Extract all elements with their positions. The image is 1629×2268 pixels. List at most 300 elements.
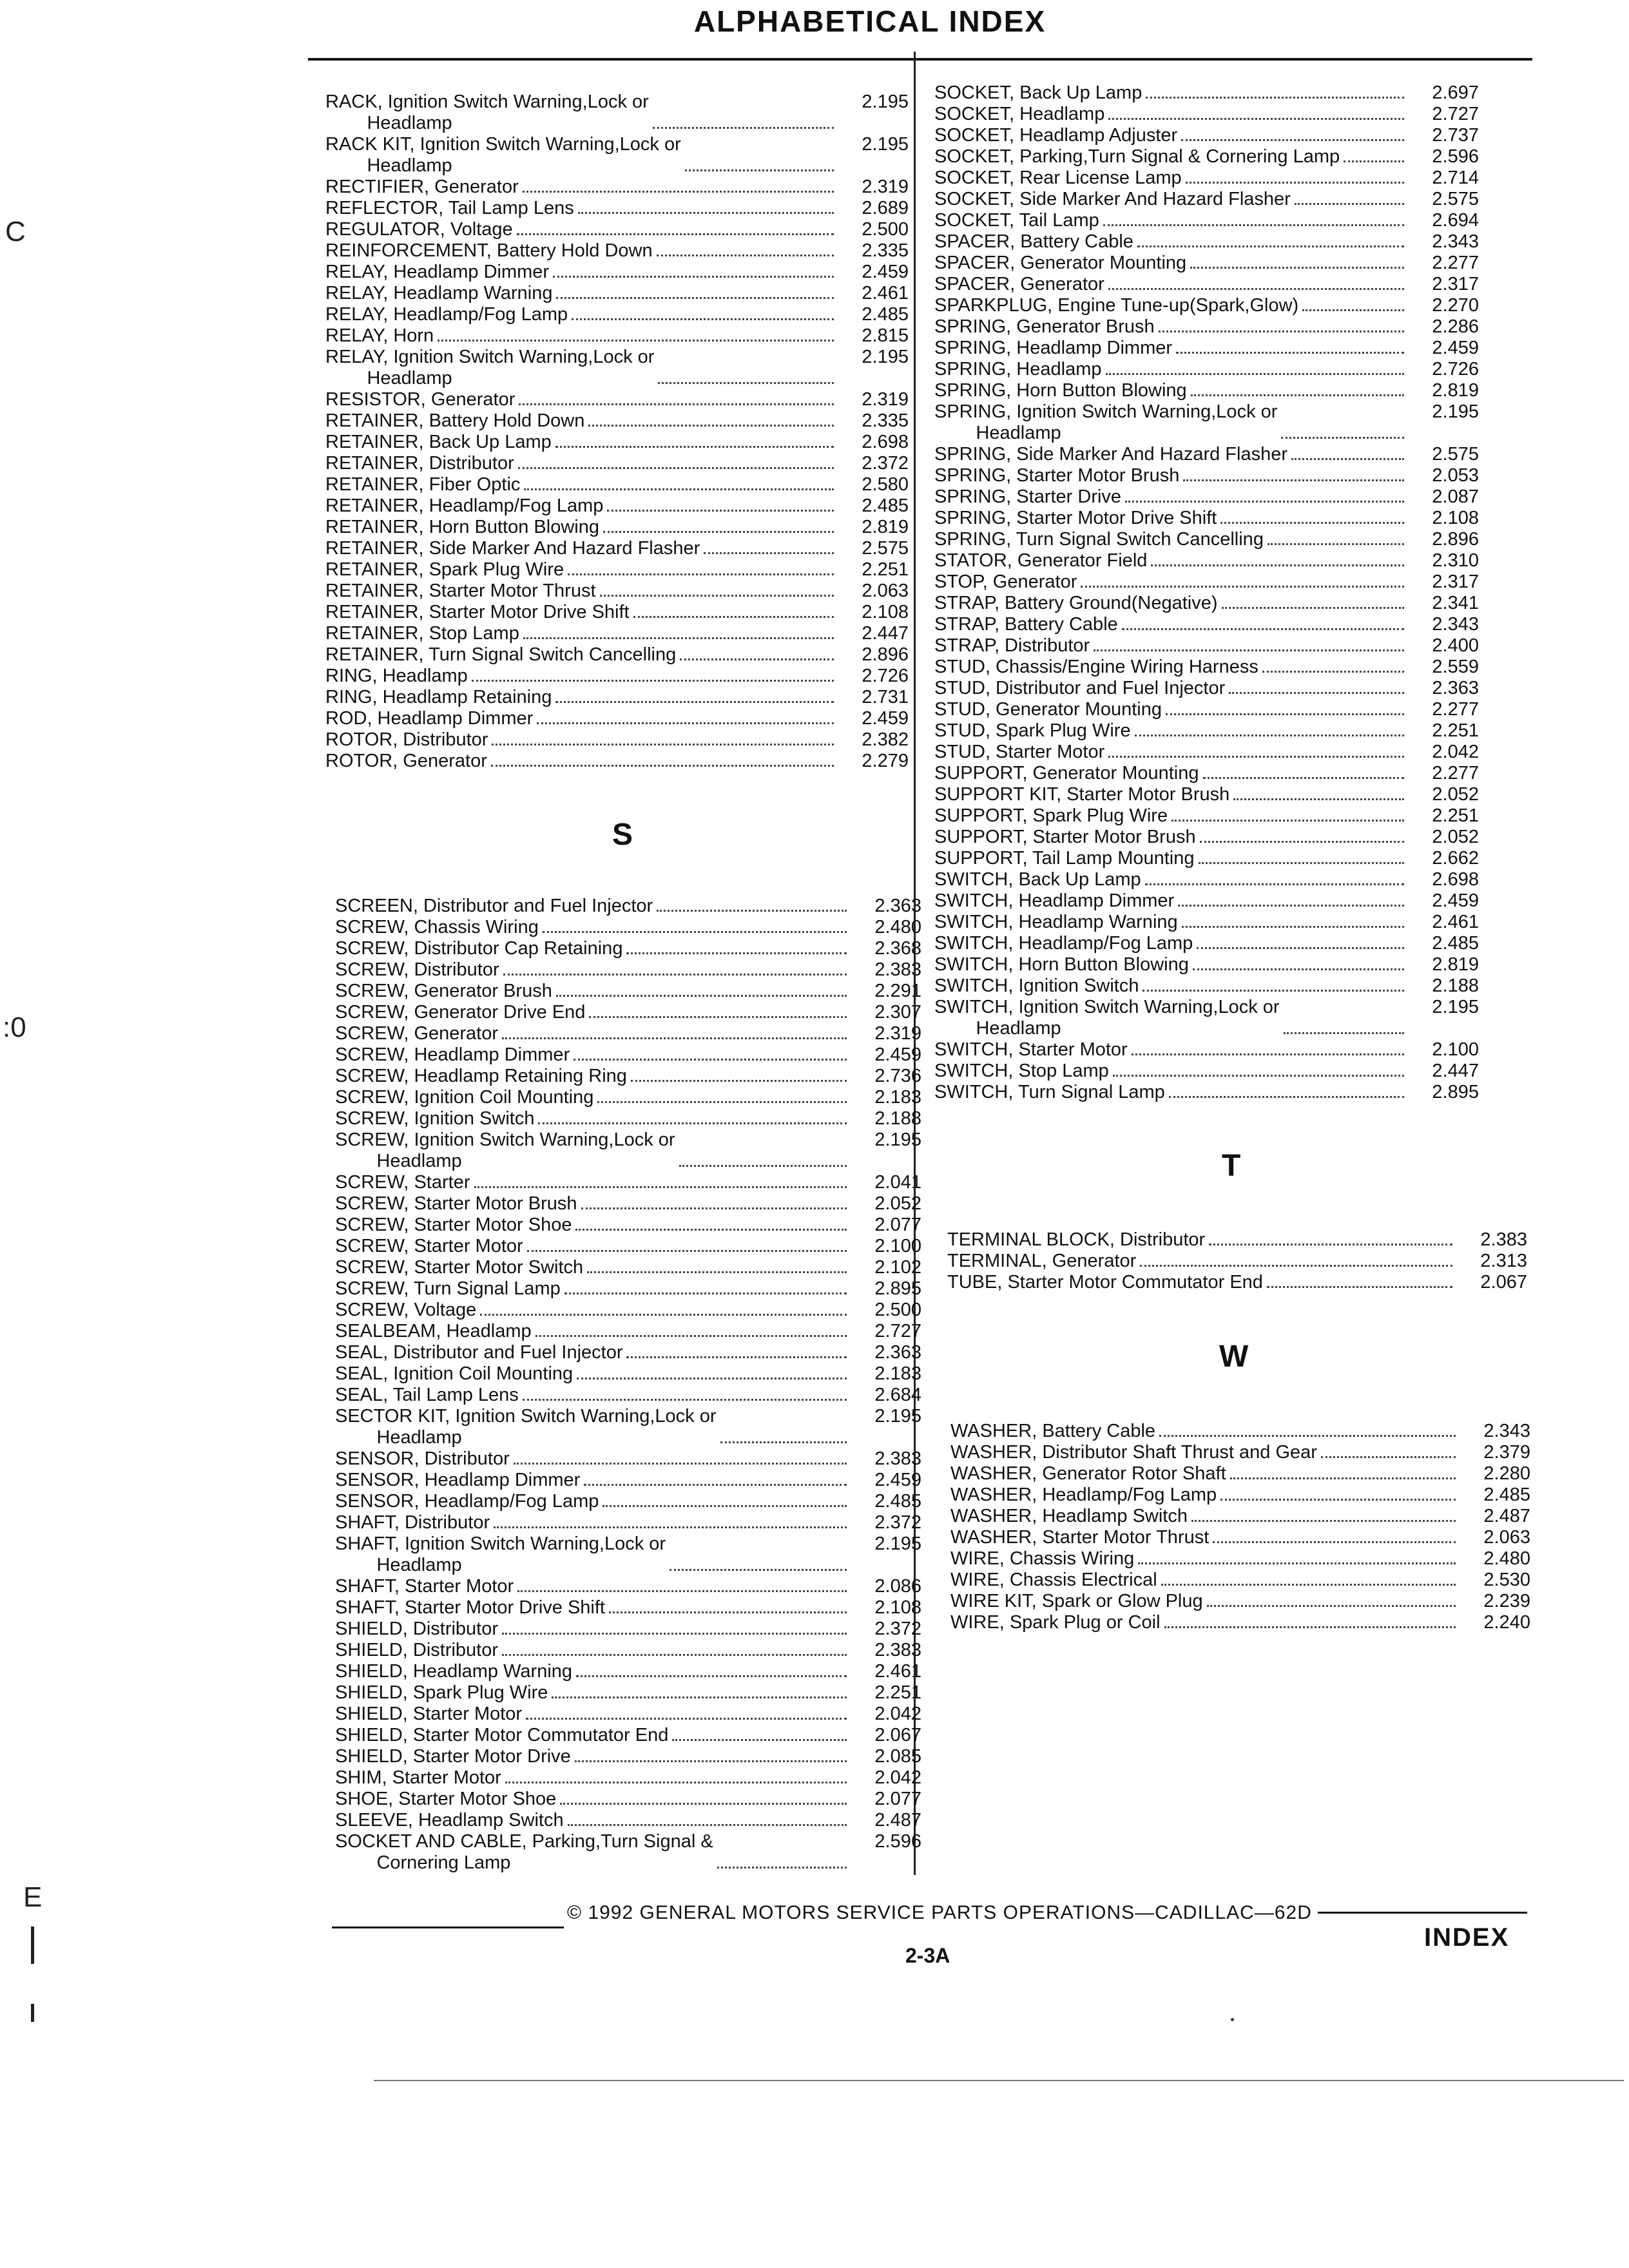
index-entry-label: RETAINER, Distributor	[325, 453, 514, 474]
dot-leader	[555, 446, 834, 448]
index-entry	[335, 1023, 921, 1044]
index-entry	[934, 805, 1479, 827]
index-entry-page: 2.077	[874, 1789, 921, 1809]
index-entry-label: SEAL, Distributor and Fuel Injector	[335, 1342, 623, 1363]
index-entry	[335, 1066, 921, 1087]
dot-leader	[1199, 862, 1404, 864]
index-entry	[325, 325, 909, 347]
dot-leader	[626, 952, 847, 954]
index-entry	[325, 432, 909, 453]
index-entry-page: 2.195	[874, 1533, 921, 1554]
index-entry	[950, 1421, 1530, 1442]
dot-leader	[717, 1867, 847, 1869]
index-entry-page: 2.736	[874, 1066, 921, 1086]
index-entry-page: 2.461	[874, 1661, 921, 1682]
index-entry-page: 2.684	[874, 1385, 921, 1405]
index-entry-page: 2.363	[874, 1342, 921, 1363]
dot-leader	[1213, 1541, 1456, 1543]
index-entry	[335, 938, 921, 959]
index-entry-label: SUPPORT KIT, Starter Motor Brush	[934, 784, 1230, 805]
index-entry	[950, 1612, 1530, 1633]
index-entry-label: WASHER, Headlamp/Fog Lamp	[950, 1485, 1217, 1505]
index-entry-label: SPRING, Starter Drive	[934, 486, 1122, 507]
dot-leader	[704, 552, 834, 554]
dot-leader	[680, 658, 834, 660]
index-entry	[934, 82, 1479, 104]
index-entry-label: SWITCH, Ignition Switch	[934, 975, 1139, 996]
index-entry	[934, 912, 1479, 933]
index-entry	[934, 678, 1479, 699]
index-entry	[934, 975, 1479, 997]
index-entry-page: 2.053	[1432, 465, 1479, 486]
index-entry-label: SOCKET, Headlamp	[934, 104, 1105, 124]
index-entry	[947, 1251, 1527, 1272]
dot-leader	[1142, 990, 1404, 992]
index-entry-label: SENSOR, Distributor	[335, 1448, 510, 1469]
dot-leader	[1262, 671, 1404, 673]
index-entry	[934, 168, 1479, 189]
index-entry	[335, 1682, 921, 1704]
index-entry-label: WASHER, Headlamp Switch	[950, 1506, 1188, 1526]
index-entry-label: RELAY, Horn	[325, 325, 434, 346]
index-entry	[325, 134, 909, 177]
dot-leader	[514, 1463, 847, 1465]
index-entry-label: SPRING, Ignition Switch Warning,Lock or Headlamp	[934, 401, 1278, 443]
index-entry	[950, 1506, 1530, 1527]
index-entry	[934, 231, 1479, 253]
index-entry-label: WIRE, Spark Plug or Coil	[950, 1612, 1161, 1633]
index-entry	[335, 1406, 921, 1448]
index-entry	[335, 1087, 921, 1108]
index-entry-label: SPACER, Generator Mounting	[934, 253, 1187, 273]
dot-leader	[1159, 1435, 1456, 1437]
index-entry-label: SCREW, Starter Motor Switch	[335, 1257, 584, 1278]
index-entry-page: 2.195	[874, 1406, 921, 1427]
index-entry-page: 2.575	[1432, 444, 1479, 465]
index-entry-page: 2.689	[862, 198, 909, 218]
index-entry-page: 2.183	[874, 1087, 921, 1108]
index-entry	[950, 1485, 1530, 1506]
index-entry-label: RETAINER, Headlamp/Fog Lamp	[325, 495, 604, 516]
index-entry-page: 2.310	[1432, 550, 1479, 571]
dot-leader	[1103, 224, 1404, 226]
margin-mark-top: C	[5, 216, 26, 247]
index-entry-page: 2.727	[1432, 104, 1479, 124]
dot-leader	[1190, 267, 1404, 269]
index-entry-page: 2.041	[874, 1172, 921, 1193]
index-entry-page: 2.317	[1432, 572, 1479, 592]
index-entry	[335, 1300, 921, 1321]
index-entry-page: 2.195	[862, 347, 909, 367]
index-entry	[934, 444, 1479, 465]
index-entry-page: 2.343	[1432, 614, 1479, 635]
index-entry-label: SCREW, Headlamp Retaining Ring	[335, 1066, 627, 1086]
index-entry	[947, 1229, 1527, 1251]
index-entry-label: SWITCH, Headlamp Dimmer	[934, 890, 1175, 911]
dot-leader	[1191, 394, 1404, 396]
index-entry-page: 2.317	[1432, 274, 1479, 294]
dot-leader	[1291, 458, 1404, 460]
index-entry	[325, 389, 909, 410]
dot-leader	[1108, 288, 1404, 290]
index-entry-page: 2.270	[1432, 295, 1479, 316]
index-entry	[325, 687, 909, 708]
index-entry	[335, 1193, 921, 1215]
index-entry-label: STUD, Generator Mounting	[934, 699, 1162, 720]
index-entry-page: 2.459	[862, 262, 909, 282]
index-entry-page: 2.251	[874, 1682, 921, 1703]
index-entry	[335, 1215, 921, 1236]
index-entry-label: SCREW, Headlamp Dimmer	[335, 1044, 570, 1065]
index-entry	[934, 720, 1479, 742]
dot-leader	[1159, 331, 1404, 332]
index-entry-page: 2.042	[1432, 742, 1479, 762]
index-entry-label: RING, Headlamp	[325, 666, 468, 686]
index-entry-label: RACK, Ignition Switch Warning,Lock or Headlamp	[325, 91, 649, 133]
index-entry-label: SPARKPLUG, Engine Tune-up(Spark,Glow)	[934, 295, 1299, 316]
index-entry-label: RETAINER, Horn Button Blowing	[325, 517, 599, 537]
index-entry	[335, 1767, 921, 1789]
dot-leader	[589, 1016, 847, 1018]
dot-leader	[568, 1824, 847, 1826]
index-entry-label: SHIELD, Starter Motor Commutator End	[335, 1725, 669, 1745]
footer-rule-left	[332, 1927, 564, 1928]
dot-leader	[1108, 118, 1404, 120]
dot-leader	[1166, 713, 1404, 715]
dot-leader	[1193, 968, 1404, 970]
index-entry-page: 2.313	[1480, 1251, 1527, 1271]
index-entry-page: 2.067	[874, 1725, 921, 1745]
index-entry-label: SOCKET, Headlamp Adjuster	[934, 125, 1178, 146]
index-entry	[950, 1442, 1530, 1463]
index-entry	[934, 657, 1479, 678]
index-entry-page: 2.279	[862, 751, 909, 771]
index-entry	[325, 644, 909, 666]
index-entry	[335, 917, 921, 938]
index-entry	[335, 1172, 921, 1193]
dot-leader	[1197, 947, 1404, 949]
index-entry-label: SHAFT, Distributor	[335, 1512, 490, 1533]
index-entry-page: 2.368	[874, 938, 921, 959]
index-entry-page: 2.102	[874, 1257, 921, 1278]
index-entry-page: 2.500	[862, 219, 909, 240]
dot-leader	[503, 974, 847, 975]
dot-leader	[685, 169, 834, 171]
index-entry	[950, 1548, 1530, 1570]
index-entry-page: 2.183	[874, 1363, 921, 1384]
index-entry-label: SCREW, Starter Motor	[335, 1236, 523, 1256]
index-entry-page: 2.343	[1483, 1421, 1530, 1441]
dot-leader	[1302, 309, 1404, 311]
index-entry-label: SLEEVE, Headlamp Switch	[335, 1810, 564, 1831]
dot-leader	[1151, 564, 1404, 566]
index-entry-label: SHIELD, Distributor	[335, 1619, 499, 1639]
index-entry-label: SHIELD, Headlamp Warning	[335, 1661, 573, 1682]
margin-mark-middle: :0	[3, 1012, 26, 1043]
index-entry-page: 2.108	[874, 1597, 921, 1618]
index-entry-label: SCREW, Turn Signal Lamp	[335, 1278, 561, 1299]
index-entry-label: RETAINER, Fiber Optic	[325, 474, 521, 495]
dot-leader	[609, 1611, 847, 1613]
index-entry-label: STUD, Distributor and Fuel Injector	[934, 678, 1226, 698]
index-entry	[325, 474, 909, 495]
index-entry-page: 2.530	[1483, 1570, 1530, 1590]
dot-leader	[1145, 883, 1404, 885]
index-entry-page: 2.447	[1432, 1061, 1479, 1081]
index-entry	[335, 1619, 921, 1640]
index-entry-label: RETAINER, Side Marker And Hazard Flasher	[325, 538, 700, 559]
dot-leader	[1284, 1032, 1404, 1034]
footer-rule-right	[1318, 1912, 1527, 1914]
index-entry	[934, 699, 1479, 720]
dot-leader	[556, 297, 834, 299]
bottom-rule	[374, 2080, 1624, 2081]
index-entry-label: STATOR, Generator Field	[934, 550, 1148, 571]
index-entry-label: WASHER, Distributor Shaft Thrust and Gear	[950, 1442, 1317, 1463]
index-entry	[950, 1591, 1530, 1612]
dot-leader	[1281, 437, 1404, 439]
index-entry	[335, 1129, 921, 1172]
index-entry-label: SHAFT, Starter Motor Drive Shift	[335, 1597, 605, 1618]
index-entry-label: SOCKET, Tail Lamp	[934, 210, 1099, 231]
index-entry-page: 2.335	[862, 410, 909, 431]
index-entry	[934, 380, 1479, 401]
index-entry-label: RELAY, Headlamp Dimmer	[325, 262, 550, 282]
index-entry-label: SWITCH, Stop Lamp	[934, 1061, 1109, 1081]
index-entry-label: SEALBEAM, Headlamp	[335, 1321, 532, 1341]
index-entry-label: STUD, Chassis/Engine Wiring Harness	[934, 657, 1258, 677]
index-entry-label: STRAP, Battery Ground(Negative)	[934, 593, 1218, 613]
dot-leader	[1267, 1286, 1452, 1288]
index-entry-label: ROD, Headlamp Dimmer	[325, 708, 534, 729]
dot-leader	[1209, 1244, 1452, 1245]
index-entry	[325, 559, 909, 581]
dot-leader	[1191, 1520, 1456, 1522]
index-entry-page: 2.485	[862, 495, 909, 516]
index-entry-label: SUPPORT, Tail Lamp Mounting	[934, 848, 1195, 869]
dot-leader	[672, 1739, 847, 1741]
index-entry-page: 2.379	[1483, 1442, 1530, 1463]
index-entry-page: 2.052	[1432, 784, 1479, 805]
index-entry-page: 2.485	[1432, 933, 1479, 954]
index-entry-page: 2.895	[874, 1278, 921, 1299]
index-entry-label: STOP, Generator	[934, 572, 1077, 592]
dot-leader	[1233, 798, 1404, 800]
index-entry-label: SOCKET, Side Marker And Hazard Flasher	[934, 189, 1291, 209]
index-entry-page: 2.251	[1432, 805, 1479, 826]
index-entry-page: 2.726	[1432, 359, 1479, 380]
index-entry-label: SCREW, Generator Brush	[335, 981, 552, 1001]
margin-bar	[31, 1927, 34, 1964]
index-entry	[934, 954, 1479, 975]
index-entry-page: 2.319	[874, 1023, 921, 1044]
dot-leader	[1140, 1265, 1452, 1267]
dot-leader	[527, 1250, 847, 1252]
index-entry	[335, 981, 921, 1002]
dot-leader	[1230, 1477, 1456, 1479]
index-entry-page: 2.485	[1483, 1485, 1530, 1505]
index-entry-label: SCREW, Generator Drive End	[335, 1002, 586, 1023]
dot-leader	[1220, 1499, 1456, 1501]
index-entry-page: 2.447	[862, 623, 909, 644]
index-entry-page: 2.559	[1432, 657, 1479, 677]
dot-leader	[575, 1229, 847, 1231]
index-entry-page: 2.195	[862, 134, 909, 155]
index-entry	[325, 304, 909, 325]
index-entry	[934, 550, 1479, 572]
index-entry	[335, 896, 921, 917]
index-entry	[950, 1527, 1530, 1548]
index-entry-page: 2.819	[1432, 954, 1479, 975]
index-entry-page: 2.819	[862, 517, 909, 537]
index-entry-label: TUBE, Starter Motor Commutator End	[947, 1272, 1263, 1293]
index-entry	[335, 1342, 921, 1363]
index-entry-label: REINFORCEMENT, Battery Hold Down	[325, 240, 653, 261]
index-entry-label: ROTOR, Distributor	[325, 729, 488, 750]
dot-leader	[657, 910, 847, 912]
index-entry-page: 2.319	[862, 177, 909, 197]
index-entry-page: 2.896	[862, 644, 909, 665]
dot-leader	[1268, 543, 1404, 545]
index-entry-page: 2.895	[1432, 1082, 1479, 1102]
index-entry	[934, 316, 1479, 338]
dot-leader	[584, 1484, 847, 1486]
index-entry-page: 2.896	[1432, 529, 1479, 550]
index-entry-page: 2.575	[862, 538, 909, 559]
index-entry-label: SHIELD, Starter Motor	[335, 1704, 523, 1724]
dot-leader	[657, 255, 834, 256]
dot-leader	[600, 595, 834, 597]
index-entry-page: 2.251	[862, 559, 909, 580]
index-entry	[934, 338, 1479, 359]
index-entry-page: 2.662	[1432, 848, 1479, 869]
index-entry	[934, 253, 1479, 274]
dot-leader	[1164, 1626, 1456, 1628]
index-entry-page: 2.372	[874, 1512, 921, 1533]
index-entry	[335, 1257, 921, 1278]
dot-leader	[1181, 139, 1404, 141]
index-entry-page: 2.580	[862, 474, 909, 495]
dot-leader	[491, 765, 834, 767]
index-entry-page: 2.087	[1432, 486, 1479, 507]
index-entry-page: 2.383	[1480, 1229, 1527, 1250]
index-entry-page: 2.726	[862, 666, 909, 686]
index-entry-page: 2.383	[874, 959, 921, 980]
dot-leader	[1171, 820, 1404, 822]
dot-leader	[564, 1293, 847, 1294]
dot-leader	[505, 1782, 847, 1783]
scan-speck	[1231, 2018, 1234, 2021]
index-entry-page: 2.086	[874, 1576, 921, 1597]
index-entry-page: 2.487	[1483, 1506, 1530, 1526]
index-entry-label: SCREW, Ignition Switch	[335, 1108, 535, 1129]
index-entry-label: SCREW, Ignition Coil Mounting	[335, 1087, 594, 1108]
dot-leader	[1137, 245, 1404, 247]
index-entry-page: 2.485	[862, 304, 909, 325]
index-entry-page: 2.277	[1432, 699, 1479, 720]
section-letter-w: W	[1219, 1340, 1249, 1374]
index-entry	[934, 572, 1479, 593]
index-entry	[325, 729, 909, 751]
index-entry	[934, 933, 1479, 954]
index-entry-label: SHIELD, Spark Plug Wire	[335, 1682, 548, 1703]
dot-leader	[480, 1314, 847, 1316]
index-entry-label: REGULATOR, Voltage	[325, 219, 513, 240]
dot-leader	[577, 1378, 847, 1379]
index-entry-page: 2.815	[862, 325, 909, 346]
index-entry-page: 2.240	[1483, 1612, 1530, 1633]
index-entry-label: RETAINER, Starter Motor Thrust	[325, 581, 596, 601]
index-entry	[325, 198, 909, 219]
dot-leader	[537, 722, 834, 724]
dot-leader	[720, 1441, 847, 1443]
dot-leader	[581, 1207, 847, 1209]
index-entry	[934, 1039, 1479, 1061]
index-entry-label: RETAINER, Spark Plug Wire	[325, 559, 564, 580]
dot-leader	[1161, 1584, 1456, 1586]
index-entry	[934, 593, 1479, 614]
dot-leader	[556, 995, 847, 997]
index-entry	[335, 1746, 921, 1767]
index-entry	[934, 635, 1479, 657]
index-entry-page: 2.280	[1483, 1463, 1530, 1484]
index-entry-page: 2.291	[874, 981, 921, 1001]
dot-leader	[502, 1654, 847, 1656]
index-entry	[325, 495, 909, 517]
index-entry-page: 2.714	[1432, 168, 1479, 188]
index-entry-label: SOCKET, Parking,Turn Signal & Cornering Lamp	[934, 146, 1340, 167]
index-entry	[934, 997, 1479, 1039]
index-entry-page: 2.100	[874, 1236, 921, 1256]
index-entry-page: 2.108	[1432, 508, 1479, 528]
index-entry	[335, 1640, 921, 1661]
index-entry-page: 2.077	[874, 1215, 921, 1235]
index-entry	[335, 1533, 921, 1576]
index-entry	[934, 529, 1479, 550]
index-entry-page: 2.277	[1432, 253, 1479, 273]
dot-leader	[526, 1718, 847, 1720]
index-entry	[934, 742, 1479, 763]
dot-leader	[631, 1080, 847, 1082]
index-entry-label: WIRE, Chassis Electrical	[950, 1570, 1157, 1590]
index-entry-label: WASHER, Starter Motor Thrust	[950, 1527, 1210, 1548]
index-entry-page: 2.697	[1432, 82, 1479, 103]
dot-leader	[1203, 777, 1405, 779]
dot-leader	[1321, 1456, 1456, 1458]
index-entry	[325, 623, 909, 644]
footer-section-label: INDEX	[1424, 1923, 1510, 1952]
dot-leader	[607, 510, 834, 512]
index-entry	[934, 104, 1479, 125]
dot-leader	[1222, 607, 1405, 609]
dot-leader	[568, 573, 834, 575]
index-entry-label: RETAINER, Starter Motor Drive Shift	[325, 602, 630, 622]
dot-leader	[517, 1590, 847, 1592]
dot-leader	[653, 127, 834, 129]
dot-leader	[538, 1122, 847, 1124]
index-entry-label: SCREEN, Distributor and Fuel Injector	[335, 896, 653, 916]
index-entry-label: WIRE KIT, Spark or Glow Plug	[950, 1591, 1203, 1611]
dot-leader	[523, 191, 834, 193]
dot-leader	[572, 318, 834, 320]
section-letter-t: T	[1222, 1149, 1241, 1183]
index-entry	[335, 1278, 921, 1300]
index-entry-label: SUPPORT, Starter Motor Brush	[934, 827, 1196, 847]
index-entry-page: 2.195	[874, 1129, 921, 1150]
index-entry	[325, 240, 909, 262]
dot-leader	[1113, 1075, 1404, 1077]
index-entry-label: SCREW, Distributor Cap Retaining	[335, 938, 623, 959]
